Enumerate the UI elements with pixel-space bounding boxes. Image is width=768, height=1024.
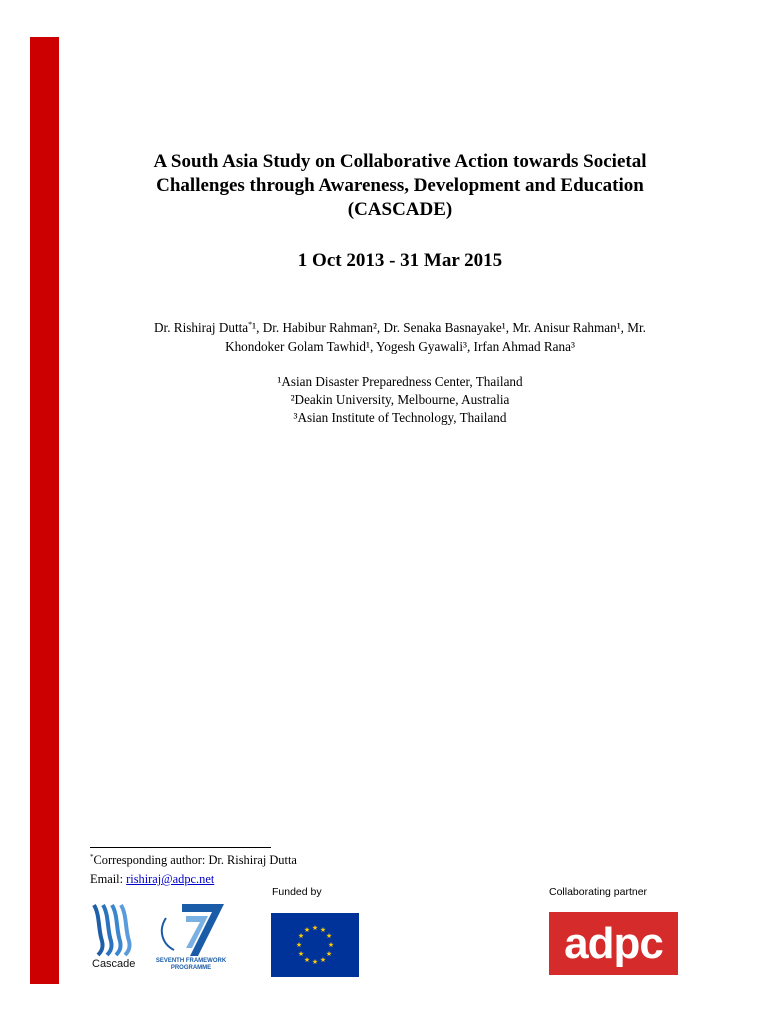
- svg-text:★: ★: [311, 924, 319, 932]
- corresponding-marker: *: [248, 320, 253, 329]
- title-line: A South Asia Study on Collaborative Action towards Societal: [153, 151, 647, 172]
- author-list: [60, 318, 740, 356]
- eu-flag-icon: [271, 913, 359, 977]
- svg-text:★: ★: [303, 926, 311, 934]
- svg-text:★: ★: [319, 926, 327, 934]
- svg-text:★: ★: [297, 950, 305, 958]
- author-line-1: [60, 318, 740, 337]
- fp7-logo-text: SEVENTH FRAMEWORK: [155, 958, 227, 964]
- author-name: Dr. Rishiraj Dutta: [154, 320, 249, 335]
- author-line-2: Khondoker Golam Tawhid¹, Yogesh Gyawali³, Irfan Ahmad Rana³: [225, 339, 575, 354]
- title-line: (CASCADE): [347, 199, 453, 220]
- affiliation: ³Asian Institute of Technology, Thailand: [293, 410, 507, 425]
- side-accent-bar: [30, 37, 59, 984]
- footnote-marker: *: [90, 853, 94, 861]
- svg-text:★: ★: [297, 932, 305, 940]
- report-title: [60, 150, 740, 222]
- footnote-text: Corresponding author: Dr. Rishiraj Dutta: [93, 853, 297, 867]
- affiliation: ¹Asian Disaster Preparedness Center, Thailand: [277, 374, 523, 389]
- fp7-logo-text: PROGRAMME: [170, 965, 212, 971]
- affiliation: ²Deakin University, Melbourne, Australia: [290, 392, 510, 407]
- cascade-logo-text: Cascade: [92, 958, 136, 970]
- email-link[interactable]: rishiraj@adpc.net: [126, 872, 215, 886]
- footnote-email: [90, 872, 214, 887]
- svg-text:★: ★: [303, 956, 311, 964]
- svg-text:★: ★: [325, 932, 333, 940]
- funded-by-label: Funded by: [272, 886, 322, 898]
- footnote-corresponding: [90, 853, 297, 868]
- svg-text:★: ★: [327, 941, 335, 949]
- svg-text:★: ★: [319, 956, 327, 964]
- svg-text:★: ★: [295, 941, 303, 949]
- project-dates: 1 Oct 2013 - 31 Mar 2015: [297, 250, 503, 271]
- partner-label: Collaborating partner: [549, 886, 648, 898]
- adpc-logo: adpc: [549, 912, 678, 975]
- footnote-rule: [90, 847, 271, 848]
- affiliation-list: [60, 373, 740, 427]
- author-names: ¹, Dr. Habibur Rahman², Dr. Senaka Basnayake¹, Mr. Anisur Rahman¹, Mr.: [252, 320, 646, 335]
- email-label: Email:: [90, 872, 127, 886]
- svg-text:★: ★: [311, 958, 319, 966]
- svg-text:★: ★: [325, 950, 333, 958]
- title-line: Challenges through Awareness, Development and Education: [156, 175, 644, 196]
